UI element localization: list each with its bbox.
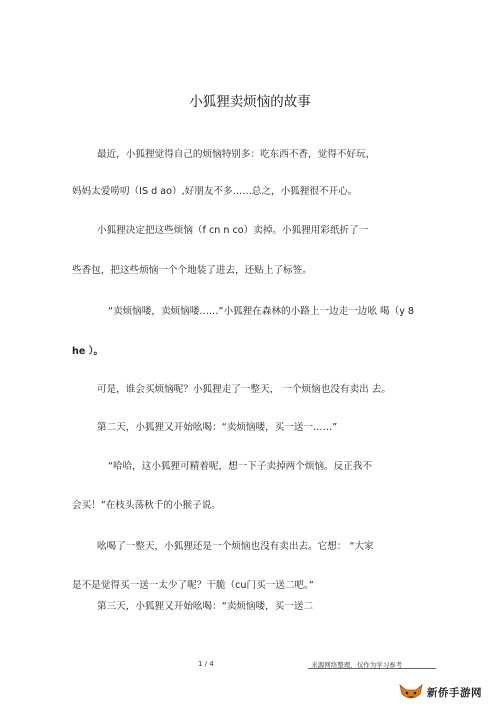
paragraph-line: he ）。 — [72, 346, 104, 357]
source-note: _来源网络整理，仅作为学习参考 — [308, 661, 403, 669]
paragraph-line: 第三天，小狐狸又开始吆喝：“卖烦恼喽，买一送二 — [97, 601, 314, 612]
paragraph-line: 可是，谁会买烦恼呢？小狐狸走了一整天， 一个烦恼也没有卖出 去。 — [97, 384, 391, 395]
paragraph-line: 妈妈太爱唠叨（IS d ao）,好朋友不多……总之，小狐狸很不开心。 — [72, 186, 358, 197]
paragraph-line: 会买！”在枝头荡秋千的小猴子说。 — [72, 500, 221, 511]
paragraph-line: “卖烦恼喽，卖烦恼喽……”小狐狸在森林的小路上一边走一边吆 喝（y 8 — [108, 306, 415, 317]
fox-logo-icon — [398, 682, 424, 702]
footer-divider — [308, 668, 436, 669]
document-title: 小狐狸卖烦恼的故事 — [189, 94, 311, 110]
paragraph-line: 第二天，小狐狸又开始吆喝：“卖烦恼喽，买一送一……” — [97, 422, 338, 433]
site-watermark — [398, 680, 498, 704]
paragraph-line: 些香包，把这些烦恼一个个地装了进去，还贴上了标签。 — [72, 265, 312, 276]
paragraph-line: 是不是觉得买一送一太少了呢？干脆（cu门买一送二吧。” — [72, 580, 314, 591]
paragraph-line: 吆喝了一整天，小狐狸还是一个烦恼也没有卖出去。它想： “大家 — [97, 541, 374, 552]
page-number: 1 / 4 — [198, 660, 214, 668]
watermark-text: 新侨手游网 — [427, 686, 482, 699]
paragraph-line: 最近，小狐狸觉得自己的烦恼特别多：吃东西不香，觉得不好玩， — [97, 149, 376, 160]
paragraph-line: 小狐狸决定把这些烦恼（f cn n co）卖掉。小狐狸用彩纸折了一 — [97, 225, 369, 236]
paragraph-line: “哈哈，这小狐狸可精着呢，想一下子卖掉两个烦恼。反正我不 — [108, 461, 373, 472]
